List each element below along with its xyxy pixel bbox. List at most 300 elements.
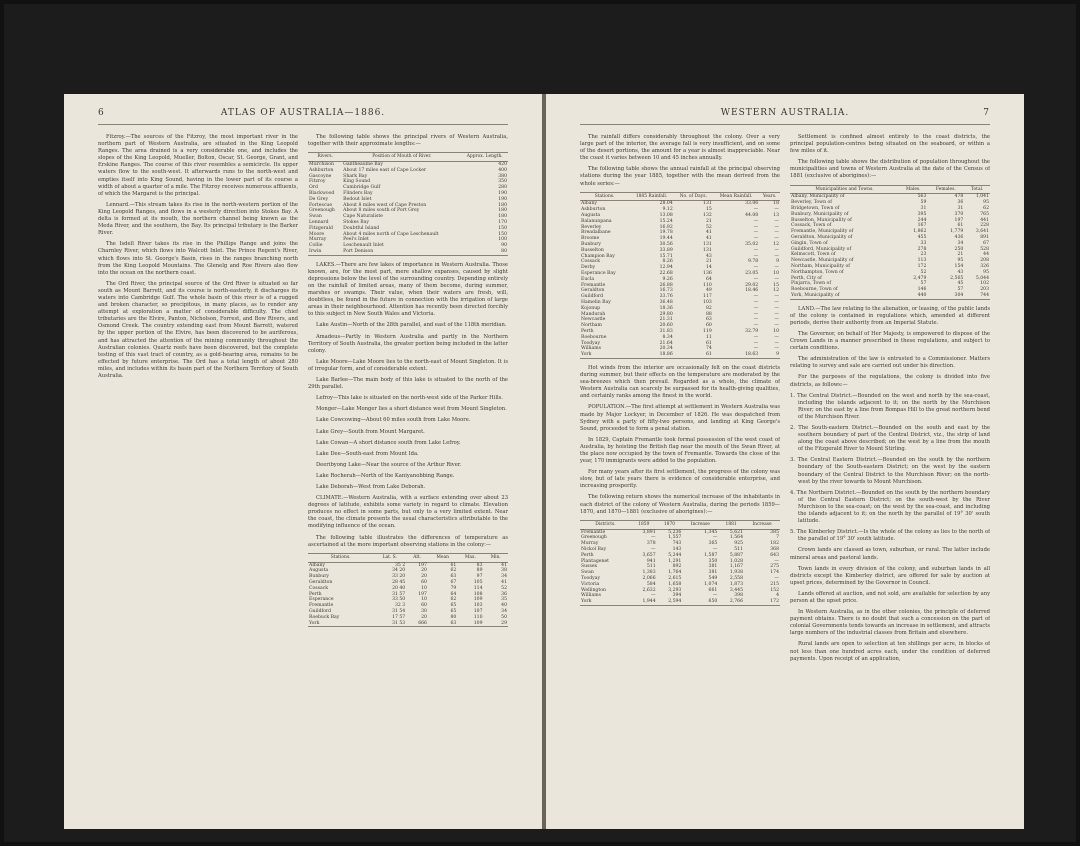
table-header: Districts. [580, 520, 631, 529]
table-cell: 2,766 [729, 599, 743, 605]
table-cell: Ashburton [309, 167, 334, 173]
table-cell: Gantheaume Bay [343, 161, 384, 167]
table-cell: 18.86 [659, 352, 673, 358]
table-cell: 31 57 [392, 591, 406, 597]
table-cell: 16.92 [659, 224, 673, 230]
text-paragraph: Lennard.—This stream takes its rise in the north-western portion of the King Leopold Ranges, and flows in a westerly direction into Stokes Bay. A delta is formed at its mouth, the northern channel being known as the Meda River, and the southern, the Bay. Its principal tributary is the Barker River. [98, 201, 298, 237]
table-cell: 143 [672, 546, 682, 552]
text-paragraph: Crown lands are classed as town, suburban, or rural. The latter include mineral areas and pastoral lands. [790, 547, 990, 561]
table-cell: 1,779 [950, 229, 964, 235]
table-cell: 478 [954, 194, 964, 200]
table-row [308, 249, 508, 255]
table-cell: 1,041 [975, 194, 989, 200]
table-cell: — [753, 294, 759, 300]
table-cell: 167 [917, 223, 927, 229]
table-cell: 1,167 [729, 564, 743, 570]
table-header: 1885 Rainfall. [629, 192, 674, 201]
table-cell: Williams [581, 346, 601, 352]
right-page-number: 7 [983, 108, 990, 118]
table-cell: Perth [309, 591, 322, 597]
left-column-1 [98, 134, 298, 819]
table-cell: 190 [498, 190, 507, 196]
table-cell: 110 [473, 614, 483, 620]
table-cell: — [753, 305, 759, 311]
table-cell: Cossack, Town of [791, 223, 832, 229]
table-cell: — [774, 575, 779, 581]
table-cell: 20.34 [659, 346, 673, 352]
table-header: Total. [964, 185, 990, 194]
table-cell: 95 [983, 200, 989, 206]
table-cell: 278 [917, 246, 927, 252]
text-paragraph: The rainfall differs considerably throughout the colony. Over a very large part of the interior, the average fall is very insufficient, and on some of the desert portions, the amount for a year is almost inappreciable. Near the coast it varies between 10 and 45 inches annually. [580, 134, 780, 162]
temperature-table [308, 553, 508, 628]
table-cell: Eucla [581, 276, 595, 282]
table-cell: 35.02 [745, 242, 759, 248]
table-cell: 511 [646, 564, 656, 570]
rivers-table [308, 152, 508, 256]
table-cell: 666 [418, 620, 427, 626]
table-cell: — [774, 323, 779, 329]
table-cell: 136 [703, 271, 712, 277]
table-cell: 132 [703, 213, 712, 219]
table-cell: 34 [501, 608, 507, 614]
table-cell: 95 [957, 258, 964, 264]
table-cell: 197 [418, 591, 427, 597]
table-cell: 44.08 [745, 213, 759, 219]
table-cell: 36 [501, 591, 507, 597]
table-cell: 15.24 [659, 218, 673, 224]
table-cell: Fremantle, Municipality of [791, 229, 854, 235]
table-cell: — [774, 276, 779, 282]
table-cell: 385 [770, 529, 779, 535]
table-cell: — [712, 546, 718, 552]
table-cell: 63 [705, 317, 712, 323]
table-cell: 61 [450, 562, 457, 568]
table-cell: 131 [703, 247, 712, 253]
table-cell: 250 [954, 246, 964, 252]
table-cell: 26.88 [659, 282, 673, 288]
table-cell: Fremantle [309, 603, 334, 609]
table-header: Mean Rainfall. [713, 192, 759, 201]
table-cell: 180 [498, 202, 507, 208]
table-cell: — [753, 236, 759, 242]
table-cell: 8.26 [662, 259, 673, 265]
table-header: Max. [457, 553, 483, 562]
table-cell: About 4 miles north of Cape Leschenault [343, 231, 439, 237]
table-cell: 45 [957, 281, 964, 287]
table-cell: 131 [703, 242, 712, 248]
text-paragraph: Lake Deborah—West from Lake Deborah. [316, 483, 426, 490]
table-cell: Geraldton [581, 288, 605, 294]
text-paragraph: Settlement is confined almost entirely to the coast districts, the principal population-centres being situated on the seaboard, or within a few miles of it. [790, 134, 990, 155]
table-cell: 20 [421, 574, 427, 580]
table-cell: About 8 miles west of Cape Preston [343, 202, 427, 208]
table-cell: Fremantle [581, 282, 606, 288]
table-cell: 15 [705, 207, 712, 213]
table-row [580, 599, 780, 605]
table-cell: Perth [581, 552, 594, 558]
text-paragraph: Lake Grey—South from Mount Margaret. [316, 428, 425, 435]
table-cell: 62 [450, 597, 457, 603]
table-cell: Gascoyne [309, 173, 332, 179]
table-cell: — [753, 224, 759, 230]
text-paragraph: Deeribyong Lake—Near the source of the Arthur River. [316, 461, 462, 468]
table-cell: Northam, Municipality of [791, 263, 850, 269]
table-cell: 420 [498, 161, 507, 167]
table-cell: 182 [770, 541, 779, 547]
table-cell: 892 [672, 564, 682, 570]
table-cell: 100 [498, 237, 507, 243]
table-cell: 3,657 [642, 552, 656, 558]
table-cell: — [774, 558, 779, 564]
table-cell: 108 [473, 591, 483, 597]
table-cell: 18 [773, 201, 779, 207]
text-paragraph: Amadeus—Partly in Western Australia and partly in the Northern Territory of South Australia, the greater portion being included in the latter colony. [308, 333, 508, 354]
table-cell: 10 [421, 597, 427, 603]
table-cell: — [753, 311, 759, 317]
table-cell: 109 [473, 597, 483, 603]
table-cell: 33.89 [659, 247, 673, 253]
table-cell: Lennard [309, 219, 329, 225]
table-cell: — [774, 265, 779, 271]
table-cell: Port Denison [343, 248, 374, 254]
table-cell: Fitzroy [309, 179, 326, 185]
table-cell: 1,074 [704, 581, 718, 587]
table-cell: Irwin [309, 248, 322, 254]
table-cell: Murchison [309, 161, 334, 167]
table-cell: 65 [450, 603, 457, 609]
table-cell: — [753, 300, 759, 305]
table-cell: — [753, 346, 759, 352]
table-cell: 180 [498, 214, 507, 220]
table-cell: 5,236 [668, 529, 682, 535]
table-cell: 119 [703, 328, 712, 334]
table-cell: 398 [734, 593, 743, 599]
table-cell: 1,345 [704, 529, 718, 535]
table-cell: Doubtful Island [343, 225, 380, 231]
table-cell: 30 [421, 608, 427, 614]
text-paragraph: LAND.—The law relating to the alienation, or leasing, of the public lands of the colony is contained in regulations which, amended at different periods, derive their authority from an Imperial Statute. [790, 305, 990, 326]
table-cell: Greenough [581, 535, 607, 541]
table-cell: 32 3 [395, 603, 406, 609]
table-cell: 511 [734, 546, 743, 552]
text-paragraph: Hot winds from the interior are occasionally felt on the coast districts during summer, but their effects on the temperature are moderated by the sea-breezes which then prevail. Regarded as a whole, the climate of Western Australia can scarcely be surpassed for its health-giving qualities, and certainly ranks among the finest in the world. [580, 364, 780, 400]
table-cell: York [581, 352, 592, 358]
table-cell: 103 [703, 300, 712, 305]
table-cell: 1,557 [668, 535, 682, 541]
table-cell: 61 [957, 223, 964, 229]
table-cell: 29 [501, 620, 507, 626]
table-cell: 650 [708, 599, 718, 605]
table-cell: Esperance Bay [581, 271, 616, 277]
table-cell: Guildford, Municipality of [791, 246, 852, 252]
table-cell: 549 [708, 575, 718, 581]
table-cell: — [774, 300, 779, 305]
table-cell: 33 [920, 240, 927, 246]
table-cell: 102 [980, 281, 989, 287]
table-cell: Murray [581, 541, 599, 547]
table-cell: 62 [450, 568, 457, 574]
table-header: Females. [927, 185, 964, 194]
table-cell: Breadalbane [581, 230, 611, 236]
table-cell: 36 [957, 200, 964, 206]
table-cell: 197 [954, 217, 964, 223]
table-cell: 3,293 [668, 587, 682, 593]
table-cell: Moore [309, 231, 325, 237]
table-cell: Northampton, Town of [791, 269, 844, 275]
table-cell: 18.46 [745, 288, 759, 294]
table-cell: 4 [776, 593, 779, 599]
table-cell: 80 [501, 248, 507, 254]
table-cell: 131 [703, 201, 712, 207]
table-cell: — [753, 218, 759, 224]
table-cell: About 8 miles south of Port Grey [343, 208, 420, 214]
table-cell: 60 [705, 323, 712, 329]
district-item: 4. The Northern District.—Bounded on the south by the northern boundary of the Central Eastern District; on the south-west by the River Murchison to the sea-coast; on the west by the sea-coast, and including the islands adjacent to it; on the north by the parallel of 19° 30' south latitude. [790, 489, 990, 525]
table-cell: Hamelin Bay [581, 300, 611, 305]
table-cell: Beverley [581, 224, 602, 230]
table-cell: 10 [421, 585, 427, 591]
table-cell: 172 [917, 263, 927, 269]
table-cell: 65 [450, 608, 457, 614]
table-cell: — [753, 265, 759, 271]
table-cell: Cambridge Gulf [343, 185, 381, 191]
table-header: Increase [744, 520, 780, 529]
table-cell: Kojonup [581, 305, 601, 311]
table-cell: Northam [581, 323, 602, 329]
table-cell: Leschenault Inlet [343, 243, 384, 249]
table-cell: 89 [476, 568, 483, 574]
table-cell: 31 [957, 205, 964, 211]
table-cell: 643 [770, 552, 779, 558]
table-cell: 5,244 [668, 552, 682, 558]
table-cell: 215 [770, 581, 779, 587]
table-cell: — [753, 247, 759, 253]
table-header: Lat. S. [373, 553, 406, 562]
text-paragraph: The Ord River, the principal source of the Ord River is situated so far south as Mount Barrett, and its course is north-easterly, it discharges its waters into Cambridge Gulf. The whole basin of this river is of a rugged and broken character, so precipitous, in many places, as to render any attempt at exploration a matter of considerable difficulty. The chief tributaries are the Elvire, Panton, Nicholson, Forrest, and Bow Rivers, and Osmond Creek. The country extending east from Mount Barrett, watered by the upper portion of the Elvire, has been discovered to be auriferous, and has attracted the attention of the mining community throughout the Australian colonies. Quartz reefs have been discovered, but the complete testing of this vast tract of country, as a gold-bearing area, remains to be effected by future enterprise. The Ord has a total length of about 280 miles, and includes within its basin part of the Northern Territory of South Australia. [98, 280, 298, 379]
table-cell: Albany, Municipality of [791, 194, 845, 200]
table-cell: Flinders Bay [343, 190, 373, 196]
table-cell: 1,383 [642, 570, 656, 576]
table-header: Rivers. [308, 153, 342, 162]
table-cell: — [774, 340, 779, 346]
table-cell: 208 [980, 258, 989, 264]
table-cell: 21.64 [659, 340, 673, 346]
table-cell: 150 [498, 231, 507, 237]
table-cell: 368 [770, 546, 779, 552]
right-page-header [580, 108, 990, 122]
municipalities-table [790, 185, 990, 300]
right-page [546, 94, 1024, 829]
table-cell: 1,938 [729, 570, 743, 576]
table-cell: 60 [421, 603, 427, 609]
table-cell: 3,445 [729, 587, 743, 593]
table-cell: 10 [773, 271, 779, 277]
table-cell: Gingin, Town of [791, 240, 828, 246]
table-cell: 40 [501, 603, 507, 609]
table-cell: 2,594 [668, 599, 682, 605]
table-cell: Cossack [309, 585, 329, 591]
table-cell: Williams [581, 593, 601, 599]
table-cell: 378 [646, 541, 656, 547]
table-cell: — [774, 230, 779, 236]
table-cell: — [651, 593, 656, 599]
table-cell: — [753, 253, 759, 259]
table-cell: 891 [980, 234, 989, 240]
table-cell: 32.79 [745, 328, 759, 334]
district-item: 1. The Central District.—Bounded on the west and north by the sea-coast, including the islands adjacent to it; on the north by the Murchison River; on the east by a line from Bompas Hill to the great northern bend of the Murchison River. [790, 392, 990, 420]
table-cell: 31 53 [392, 620, 406, 626]
table-cell: 1,291 [668, 558, 682, 564]
text-paragraph: The following table illustrates the differences of temperature as ascertained at the more important observing stations in the colony:— [308, 534, 508, 548]
table-header: Mean [428, 553, 457, 562]
table-header: Alt. [406, 553, 428, 562]
table-cell: Albany [581, 201, 598, 207]
table-cell: 109 [473, 620, 483, 626]
table-cell: 23 [920, 252, 927, 258]
table-cell: 22.68 [659, 271, 673, 277]
table-cell: 9 [776, 352, 779, 358]
table-cell: — [774, 207, 779, 213]
table-cell: 43 [705, 253, 712, 259]
municipalities-table-body [790, 194, 990, 299]
table-cell: 9.26 [662, 276, 673, 282]
table-cell: King Sound [343, 179, 371, 185]
rainfall-table-body [580, 201, 780, 359]
table-cell: 381 [708, 564, 718, 570]
table-cell: 64 [450, 591, 457, 597]
table-cell: Bunbury [309, 574, 329, 580]
text-paragraph: Monger—Lake Monger lies a short distance west from Mount Singleton. [316, 406, 507, 413]
district-item: 2. The South-eastern District.—Bounded on the south and east by the southern boundary of part of the Central District, viz., the strip of land along the coast above described; on the west by a line from the mouth of the Fitzgerald River to Mount Stirling. [790, 425, 990, 453]
table-cell: Bedout Islet [343, 196, 372, 202]
table-cell: 197 [418, 562, 427, 568]
table-cell: 365 [708, 541, 718, 547]
table-cell: Swan [309, 214, 322, 220]
table-cell: — [712, 535, 718, 541]
table-cell: 441 [980, 217, 989, 223]
table-cell: 21.31 [659, 317, 673, 323]
table-cell: 455 [917, 234, 927, 240]
table-cell: 152 [770, 587, 779, 593]
table-cell: 33 50 [392, 597, 406, 603]
table-cell: Peel's Inlet [343, 237, 369, 243]
table-cell: — [651, 546, 656, 552]
table-cell: 12 [773, 288, 779, 294]
table-cell: 31.83 [659, 328, 673, 334]
table-cell: 38 [501, 568, 507, 574]
text-paragraph: In Western Australia, as in the other colonies, the principle of deferred payment obtains. There is no doubt that such a concession on the part of colonial Governments tends towards an increase in settlement, and attracts large numbers of the industrial classes from Britain and elsewhere. [790, 609, 990, 637]
table-cell: 15.71 [659, 253, 673, 259]
table-cell: 1,873 [729, 581, 743, 587]
table-cell: 228 [980, 223, 989, 229]
table-header: Increase [682, 520, 718, 529]
table-cell: Augusta [309, 568, 329, 574]
table-cell: Nickol Bay [581, 546, 607, 552]
table-cell: 105 [473, 579, 483, 585]
table-cell: De Grey [309, 196, 329, 202]
table-cell: Shark Bay [343, 173, 368, 179]
table-cell: 52 [705, 224, 712, 230]
table-cell: 440 [917, 292, 927, 298]
table-cell: — [774, 294, 779, 300]
table-cell: 1,587 [704, 552, 718, 558]
table-cell: — [753, 340, 759, 346]
table-cell: 31 [920, 205, 927, 211]
table-cell: Pinjarra, Town of [791, 281, 832, 287]
text-paragraph: Lake Rocherah—North of the Kaniyanobbing Range. [316, 472, 455, 479]
right-column-1 [580, 134, 780, 819]
table-cell: 44 [983, 252, 989, 258]
text-paragraph: The Governor, on behalf of Her Majesty, is empowered to dispose of the Crown Lands in a manner prescribed in these regulations, and subject to certain conditions. [790, 330, 990, 352]
table-cell: Toodyay [581, 340, 601, 346]
table-cell: Broome [581, 236, 600, 242]
table-cell: — [774, 311, 779, 317]
table-cell: Bunbury [581, 242, 601, 248]
table-cell: 1,862 [913, 229, 927, 235]
table-cell: 57 [957, 287, 964, 293]
table-cell: 190 [498, 196, 507, 202]
table-header: Stations. [308, 553, 373, 562]
table-row [580, 352, 780, 358]
table-cell: 370 [954, 211, 964, 217]
table-cell: 7 [776, 535, 779, 541]
table-cell: 11 [705, 334, 712, 340]
table-cell: 52 [501, 585, 507, 591]
table-cell: Geraldton [309, 579, 333, 585]
table-cell: Roebourne, Town of [791, 287, 838, 293]
table-cell: — [774, 236, 779, 242]
table-cell: 41 [501, 562, 507, 568]
district-item: 3. The Central Eastern District.—Bounded on the south by the northern boundary of the South-eastern District; on the west by the eastern boundary of the Central District to the Murchison River; on the north-west by the river towards to Mount Murchison. [790, 457, 990, 485]
table-cell: 64 [705, 276, 712, 282]
table-cell: 350 [708, 558, 718, 564]
table-cell: 244 [917, 217, 927, 223]
table-cell: — [753, 334, 759, 340]
text-paragraph: In 1829, Captain Fremantle took formal possession of the west coast of Australia, by hoisting the British flag near the mouth of the Swan River, at the place now occupied by the town of Fremantle. Towards the close of the year, 170 immigrants were added to the population. [580, 436, 780, 465]
table-cell: Kelmscott, Town of [791, 252, 836, 258]
table-cell: 16.73 [659, 288, 673, 294]
table-cell: 59 [920, 200, 927, 206]
table-cell: 19.44 [659, 236, 673, 242]
table-cell: 3,891 [642, 529, 656, 535]
table-cell: 18.63 [745, 352, 759, 358]
table-cell: — [774, 346, 779, 352]
table-cell: Greenough [309, 208, 335, 214]
table-cell: 12 [773, 242, 779, 248]
table-cell: 23.05 [745, 271, 759, 277]
table-cell: 20 [421, 568, 427, 574]
table-cell: 43 [957, 269, 964, 275]
table-cell: — [774, 247, 779, 253]
left-page [64, 94, 542, 829]
table-cell: Guildford [581, 294, 604, 300]
table-cell: 30.56 [659, 242, 673, 248]
table-cell: 113 [917, 258, 927, 264]
table-cell: 67 [450, 579, 457, 585]
table-cell: Albany [309, 562, 326, 568]
table-cell: 941 [646, 558, 656, 564]
table-cell: 1,944 [642, 599, 656, 605]
table-cell: 5,887 [729, 552, 743, 558]
table-cell: 33.76 [659, 294, 673, 300]
table-cell: Ord [309, 185, 318, 191]
table-cell: 381 [708, 570, 718, 576]
table-cell: 1,564 [729, 535, 743, 541]
table-cell: 36.48 [659, 300, 673, 305]
table-cell: York, Municipality of [791, 292, 840, 298]
table-cell: Cape Naturaliste [343, 214, 383, 220]
